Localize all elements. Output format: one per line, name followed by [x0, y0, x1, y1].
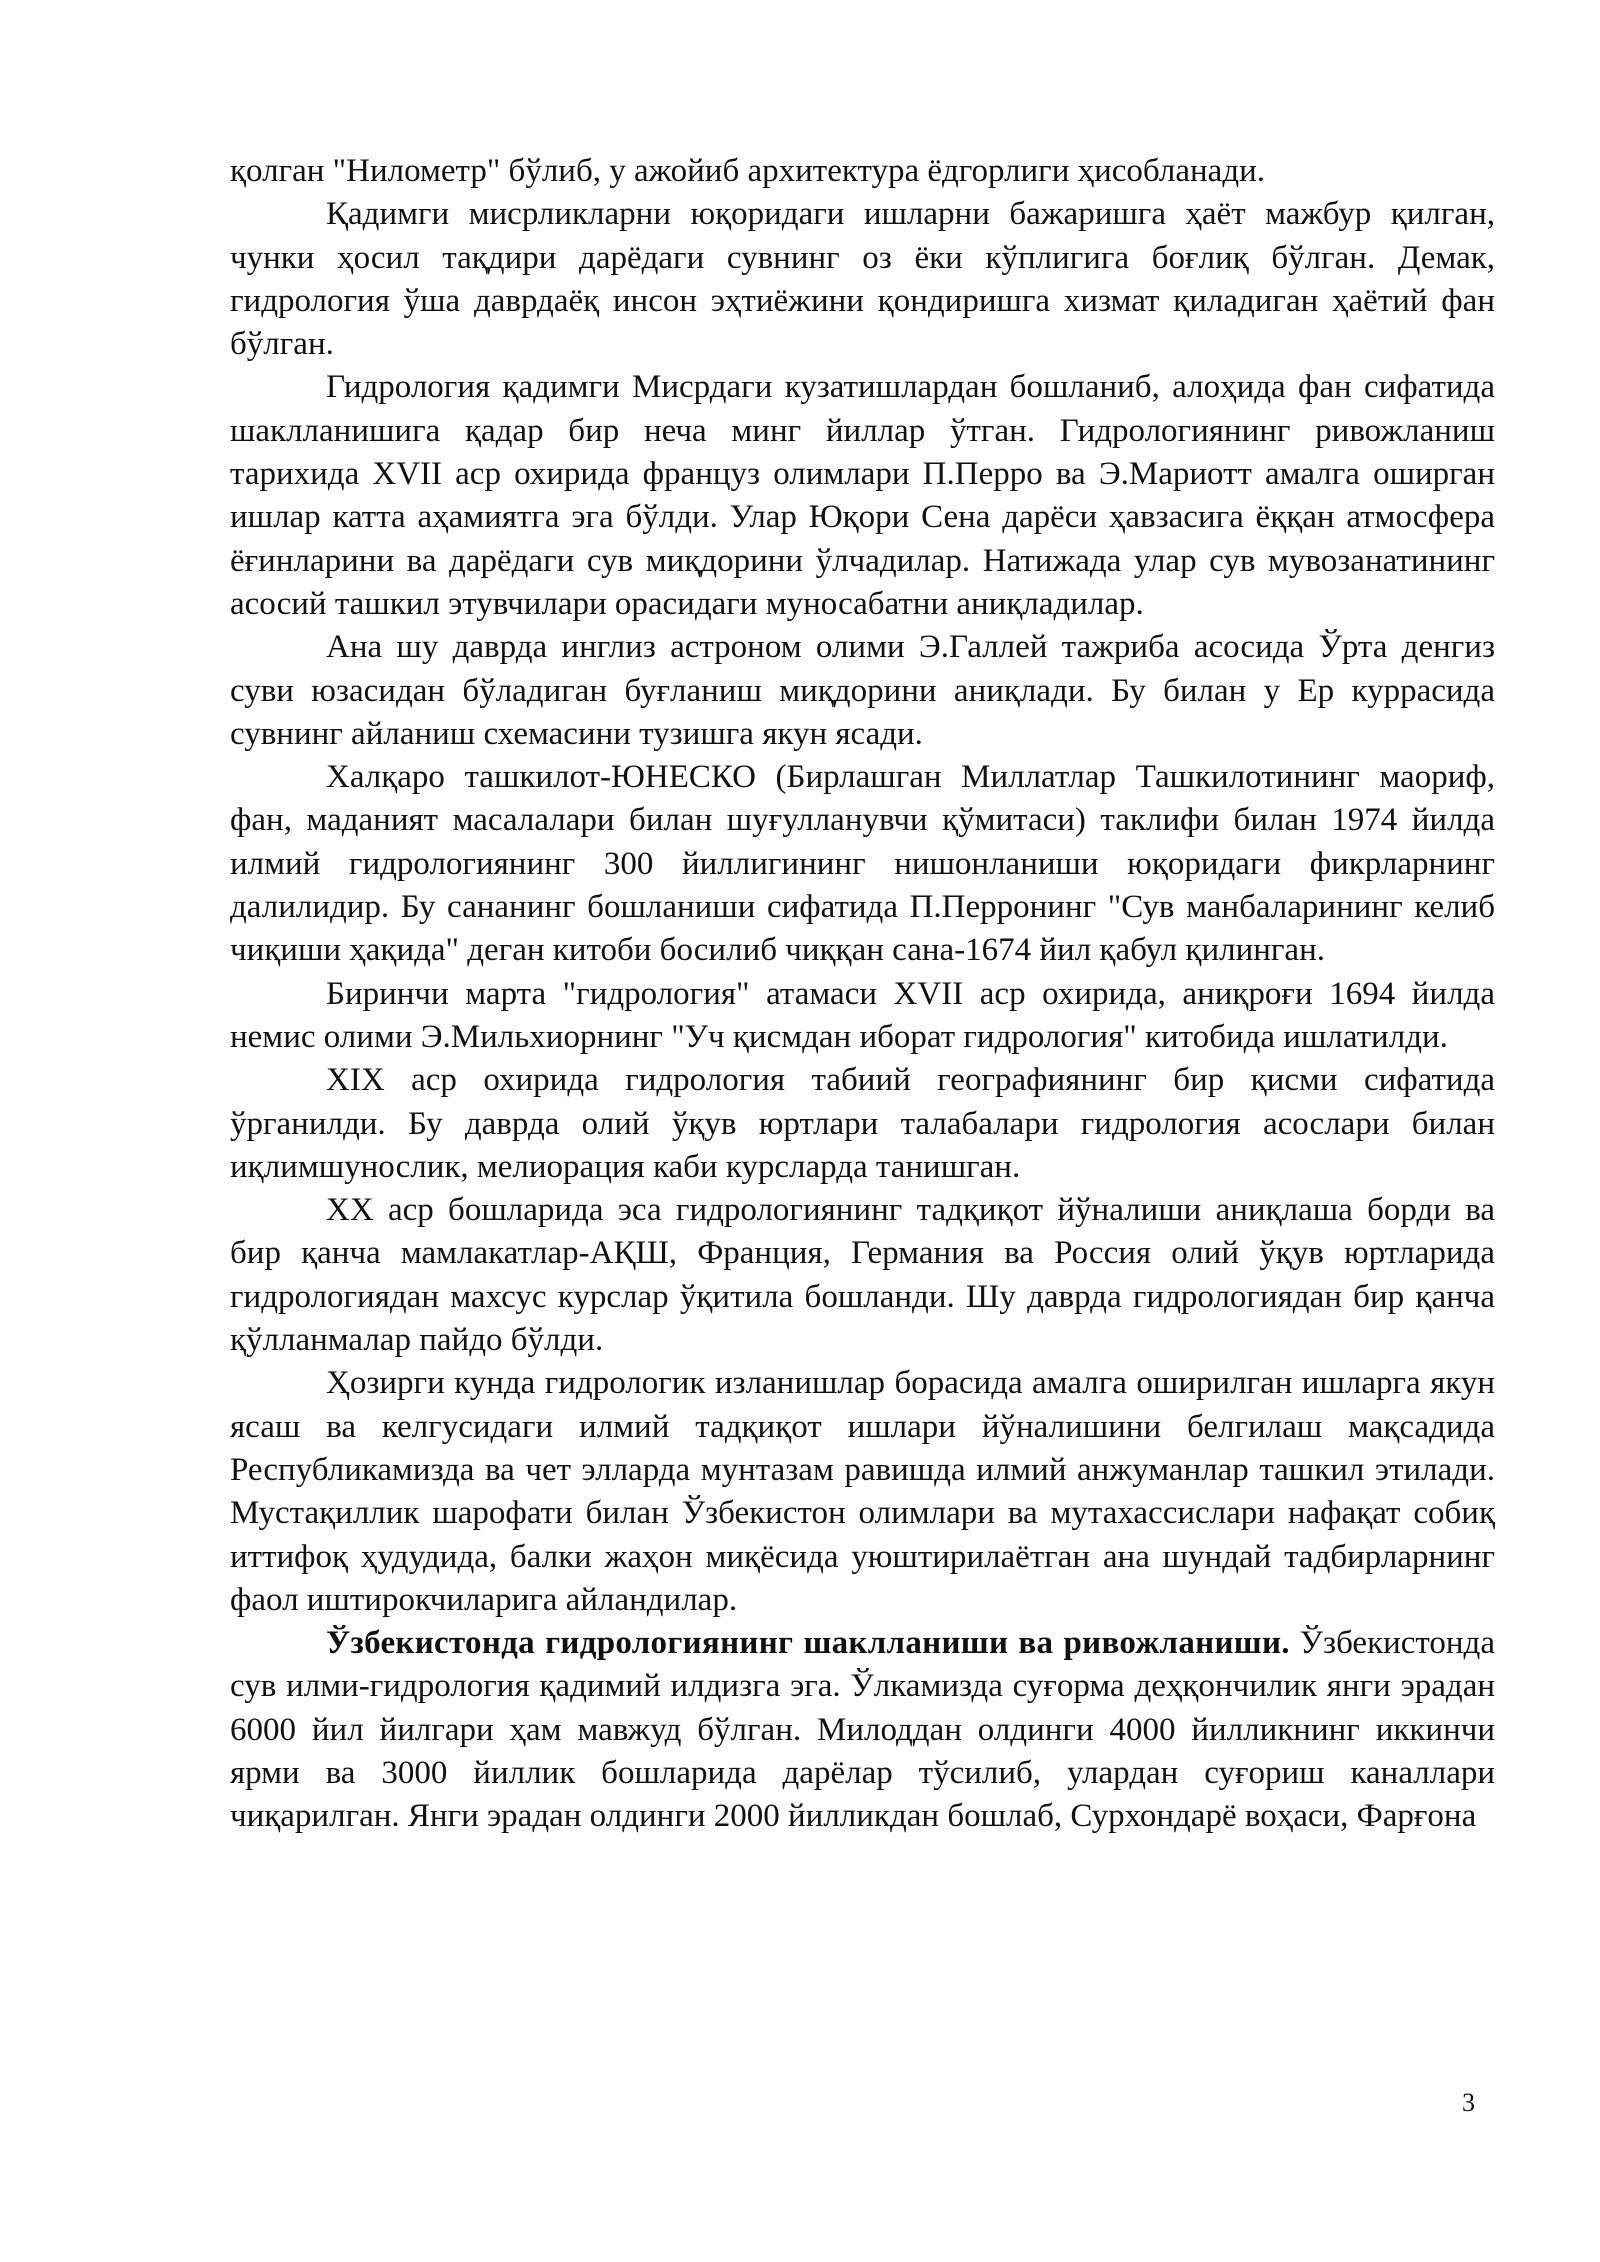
- section-text: Ўзбекистонда сув илми-гидрология қадимий илдизга эга. Ўлкамизда суғорма деҳқончилик янги эрадан 6000 йил йилгари ҳам мавжуд бўлган. Милоддан олдинги 4000 йилликнинг иккинчи ярми ва 3000 йиллик бошларида дарёлар тўсилиб, улардан суғориш каналлари чиқарилган. Янги эрадан олдинги 2000 йилликдан бошлаб, Сурхондарё воҳаси, Фарғона: [230, 1625, 1495, 1835]
- paragraph-perrault-mariotte: Гидрология қадимги Мисрдаги кузатишлардан бошланиб, алоҳида фан сифатида шаклланишига қадар бир неча минг йиллар ўтган. Гидрологиянинг ривожланиш тарихида XVII аср охирида француз олимлари П.Перро ва Э.Мариотт амалга оширган ишлар катта аҳамиятга эга бўлди. Улар Юқори Сена дарёси ҳавзасига ёққан атмосфера ёғинларини ва дарёдаги сув миқдорини ўлчадилар. Натижада улар сув мувозанатининг асосий ташкил этувчилари орасидаги муносабатни аниқладилар.: [230, 369, 1495, 622]
- paragraph-halley: Ана шу даврда инглиз астроном олими Э.Галлей тажриба асосида Ўрта денгиз суви юзасидан бўладиган буғланиш миқдорини аниқлади. Бу билан у Ер куррасида сувнинг айланиш схемасини тузишга якун ясади.: [230, 629, 1495, 752]
- paragraph-present-day: Ҳозирги кунда гидрологик изланишлар борасида амалга оширилган ишларга якун ясаш ва келгусидаги илмий тадқиқот ишлари йўналишини белгилаш мақсадида Республикамизда ва чет элларда мунтазам равишда илмий анжуманлар ташкил этилади. Мустақиллик шарофати билан Ўзбекистон олимлари ва мутахассислари нафақат собиқ иттифоқ ҳудудида, балки жаҳон миқёсида уюштирилаётган ана шундай тадбирларнинг фаол иштирокчиларига айландилар.: [230, 1365, 1495, 1618]
- section-heading: Ўзбекистонда гидрологиянинг шаклланиши ва ривожланиши.: [326, 1625, 1290, 1662]
- page-number: 3: [1462, 2088, 1475, 2117]
- page-body: [230, 150, 1495, 1839]
- section-paragraph: [230, 1622, 1495, 1838]
- paragraph-egypt-necessity: Қадимги мисрликларни юқоридаги ишларни бажаришга ҳаёт мажбур қилган, чунки ҳосил тақдири дарёдаги сувнинг оз ёки кўплигига боғлиқ бўлган. Демак, гидрология ўша даврдаёқ инсон эҳтиёжини қондиришга хизмат қиладиган ҳаётий фан бўлган.: [230, 196, 1495, 363]
- paragraph-nineteenth-century: XIX аср охирида гидрология табиий географиянинг бир қисми сифатида ўрганилди. Бу даврда олий ўқув юртлари талабалари гидрология асослари билан иқлимшунослик, мелиорация каби курсларда танишган.: [230, 1062, 1495, 1185]
- paragraph-term-hydrology: Биринчи марта "гидрология" атамаси XVII аср охирида, аниқроғи 1694 йилда немис олими Э.Мильхиорнинг "Уч қисмдан иборат гидрология" китобида ишлатилди.: [230, 975, 1495, 1055]
- paragraph-unesco: Халқаро ташкилот-ЮНЕСКО (Бирлашган Миллатлар Ташкилотининг маориф, фан, маданият масалалари билан шуғулланувчи қўмитаси) таклифи билан 1974 йилда илмий гидрологиянинг 300 йиллигининг нишонланиши юқоридаги фикрларнинг далилидир. Бу сананинг бошланиши сифатида П.Перронинг "Сув манбаларининг келиб чиқиши ҳақида" деган китоби босилиб чиққан сана-1674 йил қабул қилинган.: [230, 759, 1495, 969]
- paragraph-twentieth-century: XX аср бошларида эса гидрологиянинг тадқиқот йўналиши аниқлаша борди ва бир қанча мамлакатлар-АҚШ, Франция, Германия ва Россия олий ўқув юртларида гидрологиядан махсус курслар ўқитила бошланди. Шу даврда гидрологиядан бир қанча қўлланмалар пайдо бўлди.: [230, 1192, 1495, 1359]
- continuation-paragraph: қолган "Нилометр" бўлиб, у ажойиб архитектура ёдгорлиги ҳисобланади.: [230, 153, 1266, 189]
